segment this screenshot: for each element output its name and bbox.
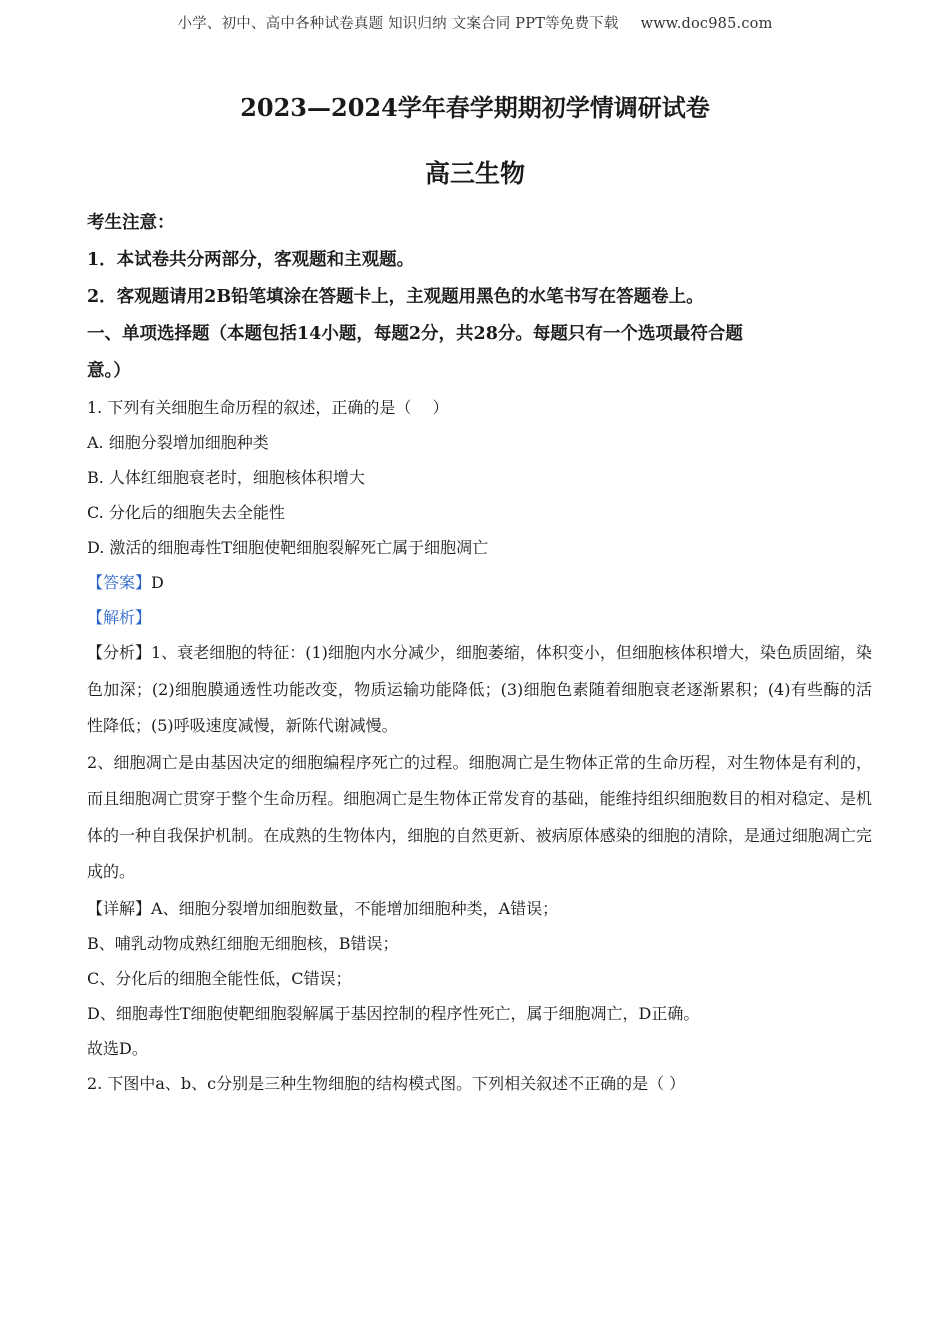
- answer-label: 【答案】: [87, 573, 152, 592]
- header-text: 小学、初中、高中各种试卷真题 知识归纳 文案合同 PPT等免费下载: [177, 16, 619, 32]
- exam-subtitle: 高三生物: [424, 159, 525, 188]
- analysis-label: 【解析】: [87, 608, 152, 627]
- analysis-paragraph-2: 2、细胞凋亡是由基因决定的细胞编程序死亡的过程。细胞凋亡是生物体正常的生命历程，对生物体是有利的，而且细胞凋亡贯穿于整个生命历程。细胞凋亡是生物体正常发育的基础，能维持组织细胞数目的相对稳定、是机体的一种自我保护机制。在成熟的生物体内，细胞的自然更新、被病原体感染的细胞的清除，是通过细胞凋亡完成的。: [87, 752, 872, 881]
- detail-c: C、分化后的细胞全能性低，C错误；: [87, 968, 352, 988]
- answer-value: D: [151, 573, 164, 592]
- section-heading: 一、单项选择题（本题包括14小题，每题2分，共28分。每题只有一个选项最符合题: [87, 324, 743, 344]
- answer-row: [87, 565, 872, 600]
- detail-row-a: [87, 891, 872, 926]
- detail-label: 【详解】: [87, 898, 152, 918]
- detail-d: D、细胞毒性T细胞使靶细胞裂解属于基因控制的程序性死亡，属于细胞凋亡，D正确。: [87, 1003, 700, 1023]
- question-1-stem: 1. 下列有关细胞生命历程的叙述，正确的是（ ）: [87, 398, 449, 417]
- fenxi-label: 【分析】: [87, 643, 152, 662]
- exam-content: [87, 205, 872, 1101]
- question-1-option-b: B. 人体红细胞衰老时，细胞核体积增大: [87, 468, 365, 487]
- section-heading-cont: 意。）: [87, 361, 131, 381]
- question-1-option-a: A. 细胞分裂增加细胞种类: [87, 433, 269, 452]
- fenxi-text: 1、衰老细胞的特征：(1)细胞内水分减少，细胞萎缩，体积变小，但细胞核体积增大，染色质固缩，染色加深；(2)细胞膜通透性功能改变，物质运输功能降低；(3)细胞色素随着细胞衰老逐渐累积；(4)有些酶的活性降低；(5)呼吸速度减慢，新陈代谢减慢。: [87, 643, 872, 735]
- notice-heading: 考生注意：: [87, 213, 175, 233]
- detail-a: A、细胞分裂增加细胞数量，不能增加细胞种类，A错误；: [151, 898, 559, 918]
- question-2-stem: 2. 下图中a、b、c分别是三种生物细胞的结构模式图。下列相关叙述不正确的是（ ）: [87, 1073, 686, 1093]
- exam-title: 2023—2024学年春学期期初学情调研试卷: [240, 93, 710, 122]
- question-1-option-c: C. 分化后的细胞失去全能性: [87, 503, 285, 522]
- analysis-paragraph-1: [87, 635, 872, 745]
- question-1-option-d: D. 激活的细胞毒性T细胞使靶细胞裂解死亡属于细胞凋亡: [87, 538, 489, 557]
- detail-b: B、哺乳动物成熟红细胞无细胞核，B错误；: [87, 933, 399, 953]
- notice-item: 2．客观题请用2B铅笔填涂在答题卡上，主观题用黑色的水笔书写在答题卷上。: [87, 287, 704, 307]
- header-site-link[interactable]: www.doc985.com: [640, 16, 773, 32]
- page-header: [0, 12, 950, 33]
- conclusion: 故选D。: [87, 1038, 148, 1058]
- notice-item: 1．本试卷共分两部分，客观题和主观题。: [87, 250, 415, 270]
